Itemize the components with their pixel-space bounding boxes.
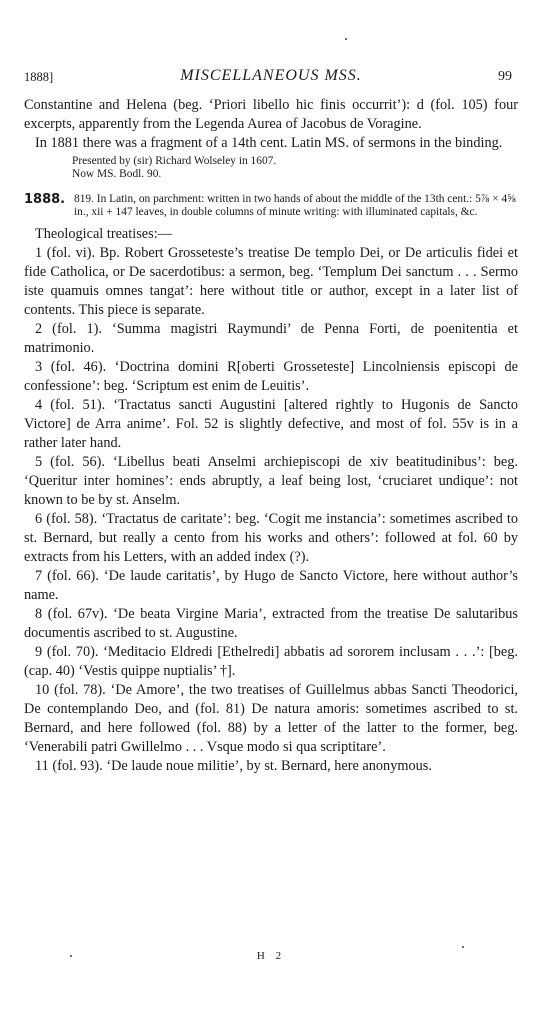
provenance-presented: Presented by (sir) Richard Wolseley in 1607. <box>72 155 277 167</box>
list-item: 1 (fol. vi). Bp. Robert Grosseteste’s treatise De templo Dei, or De articulis fidei et fide Catholica, or De sacerdotibus: a sermon, beg. ‘Templum Dei sanctum . . . Sermo iste quamuis omnes tangat’: here without title or author, except in a later list of contents. This piece is separate. <box>24 245 518 318</box>
list-item: 3 (fol. 46). ‘Doctrina domini R[oberti Grosseteste] Lincolniensis episcopi de confessione’: beg. ‘Scriptum est enim de Leuitis’. <box>24 359 518 394</box>
list-item: 5 (fol. 56). ‘Libellus beati Anselmi archiepiscopi de xiv beatitudinibus’: beg. ‘Queritur inter homines’: ends abruptly, a leaf being lost, ‘cruciaret undique’: not known to be by st. Anselm. <box>24 454 518 508</box>
continuation-paragraph: Constantine and Helena (beg. ‘Priori libello hic finis occurrit’): d (fol. 105) four excerpts, apparently from the Legenda Aurea of Jacobus de Voragine. <box>24 97 518 132</box>
list-item: 6 (fol. 58). ‘Tractatus de caritate’: beg. ‘Cogit me instancia’: sometimes ascribed to st. Bernard, but really a cento from his works and others’: followed at fol. 60 by extracts from his Letters, with an added index (?). <box>24 511 518 565</box>
entry-description: 819. In Latin, on parchment: written in two hands of about the middle of the 13th cent.: 5⅞ × 4⅝ in., xii + 147 leaves, in double columns of minute writing: with illuminated capitals, &c. <box>74 193 516 218</box>
list-item: 9 (fol. 70). ‘Meditacio Eldredi [Ethelredi] abbatis ad sororem inclusam . . .’: [beg. (cap. 40) ‘Vestis quippe nuptialis’ †]. <box>24 644 518 679</box>
running-head <box>24 68 518 88</box>
speck <box>70 955 72 957</box>
manuscript-page <box>24 0 518 1011</box>
list-item: 7 (fol. 66). ‘De laude caritatis’, by Hugo de Sancto Victore, here without author’s name. <box>24 568 518 603</box>
list-item: 10 (fol. 78). ‘De Amore’, the two treatises of Guillelmus abbas Sancti Theodorici, De contemplando Deo, and (fol. 81) De natura amoris: sometimes ascribed to st. Bernard, and here followed (fol. 88) by a letter of the latter to the former, beg. ‘Venerabili patri Gwillelmo . . . Vsque modo si qua scriptitare’. <box>24 682 518 755</box>
binding-note: In 1881 there was a fragment of a 14th cent. Latin MS. of sermons in the binding. <box>35 135 503 151</box>
speck <box>345 38 347 40</box>
header-title: MISCELLANEOUS MSS. <box>180 67 362 84</box>
section-heading: Theological treatises:— <box>35 226 172 242</box>
signature-mark: H 2 <box>256 950 286 962</box>
provenance-note <box>72 155 518 181</box>
speck <box>462 946 464 948</box>
list-item: 4 (fol. 51). ‘Tractatus sancti Augustini [altered rightly to Hugonis de Sancto Victore] de Arra anime’. Fol. 52 is slightly defective, and most of fol. 55v is in a rather later hand. <box>24 397 518 451</box>
header-year: 1888] <box>24 70 54 84</box>
list-item: 11 (fol. 93). ‘De laude noue militie’, by st. Bernard, here anonymous. <box>35 758 432 774</box>
list-item: 2 (fol. 1). ‘Summa magistri Raymundi’ de Penna Forti, de poenitentia et matrimonio. <box>24 321 518 356</box>
page-number: 99 <box>498 69 512 84</box>
entry-number: 1888. <box>24 192 66 207</box>
body-text <box>24 96 518 776</box>
provenance-shelfmark: Now MS. Bodl. 90. <box>72 168 162 180</box>
catalogue-entry <box>24 193 518 219</box>
list-item: 8 (fol. 67v). ‘De beata Virgine Maria’, extracted from the treatise De salutaribus documentis ascribed to st. Augustine. <box>24 606 518 641</box>
